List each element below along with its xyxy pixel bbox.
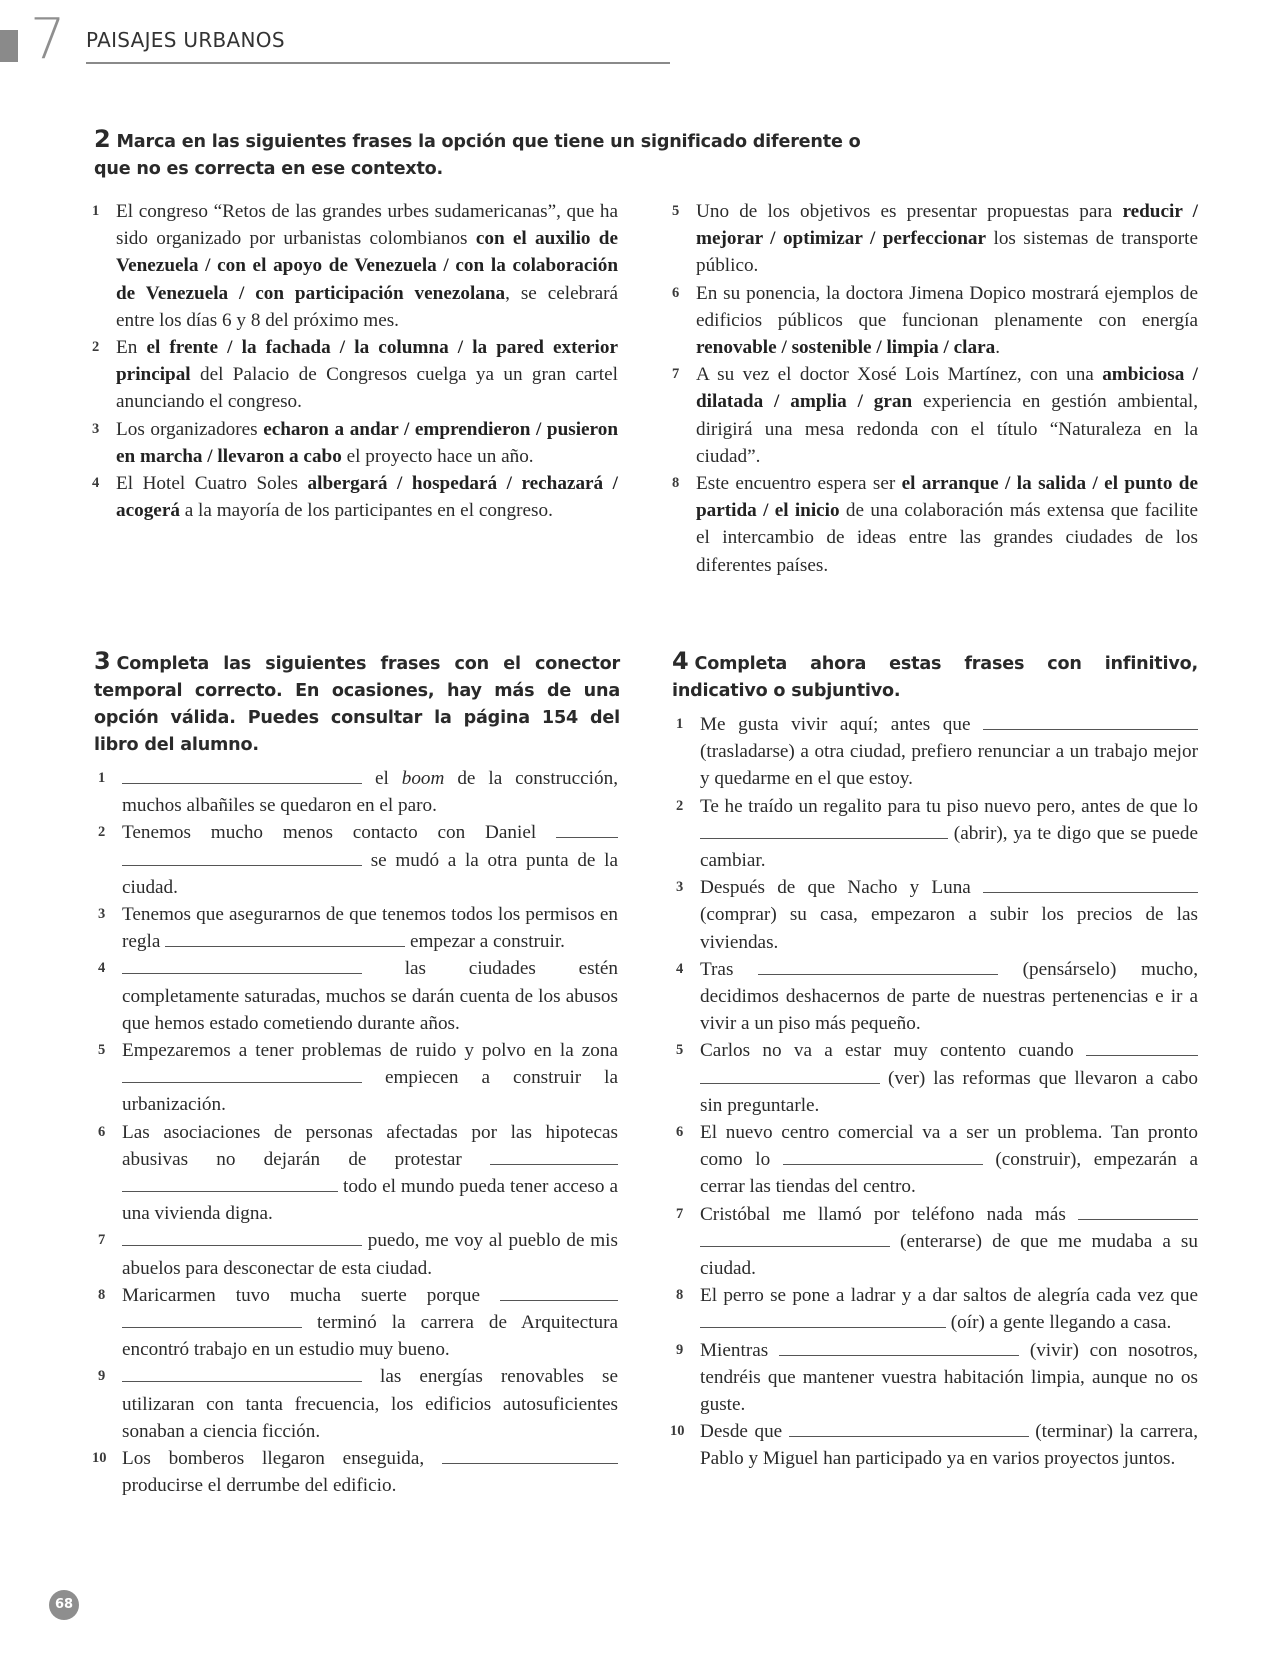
item-text: Tras xyxy=(700,958,759,980)
exercise-item xyxy=(92,416,618,470)
item-text: (vivir) con nosotros, tendréis que mantener vuestra habitación limpia, aunque no os guste. xyxy=(700,1339,1198,1416)
item-number: 7 xyxy=(672,366,680,383)
answer-blank[interactable] xyxy=(122,1227,362,1246)
answer-blank[interactable] xyxy=(122,1363,362,1382)
answer-blank[interactable] xyxy=(500,1282,618,1301)
exercise-item xyxy=(672,361,1198,470)
item-text: El perro se pone a ladrar y a dar saltos de alegría cada vez que xyxy=(700,1285,1198,1307)
unit-title: PAISAJES URBANOS xyxy=(86,28,285,52)
item-number: 6 xyxy=(676,1124,684,1141)
answer-blank[interactable] xyxy=(758,956,998,975)
answer-blank[interactable] xyxy=(779,1337,1019,1356)
item-text: (pensárselo) mucho, decidimos deshacernos de parte de nuestras pertenencias e ir a vivir a un piso más pequeño. xyxy=(700,958,1198,1035)
exercise-item xyxy=(676,956,1198,1038)
unit-color-block xyxy=(0,30,18,62)
exercise-item xyxy=(98,1119,618,1228)
item-text: (oír) a gente llegando a casa. xyxy=(946,1312,1172,1334)
item-text: las ciudades estén completamente saturadas, muchos se darán cuenta de los abusos que hemos estado cometiendo durante años. xyxy=(122,958,618,1034)
item-text: Los bomberos llegaron enseguida, xyxy=(122,1448,442,1470)
item-option-text: el frente / la fachada / la columna / la pared exterior principal xyxy=(116,337,618,386)
item-number: 1 xyxy=(676,716,684,732)
exercise-item xyxy=(98,765,618,819)
item-option-text: echaron a andar / emprendieron / pusieron en marcha / llevaron a cabo xyxy=(116,418,618,467)
item-text: de la construcción, muchos albañiles se quedaron en el paro. xyxy=(122,768,618,817)
page-number: 68 xyxy=(49,1590,79,1620)
exercise-item xyxy=(92,334,618,416)
item-text: de una colaboración más extensa que facilite el intercambio de ideas entre las grandes ciudades de los diferentes países. xyxy=(696,500,1198,576)
item-text: Mientras xyxy=(700,1339,780,1361)
item-text: Este encuentro espera ser xyxy=(696,473,902,495)
item-number: 10 xyxy=(92,1450,107,1467)
item-option-text: ambiciosa / dilatada / amplia / gran xyxy=(696,364,1198,413)
answer-blank[interactable] xyxy=(122,1309,302,1328)
item-number: 10 xyxy=(670,1423,685,1440)
item-number: 5 xyxy=(676,1042,684,1059)
exercise-item xyxy=(92,198,618,334)
item-number: 2 xyxy=(98,824,106,841)
exercise-item xyxy=(676,1282,1198,1336)
item-number: 5 xyxy=(98,1042,106,1059)
item-text: , se celebrará entre los días 6 y 8 del próximo mes. xyxy=(116,282,618,331)
answer-blank[interactable] xyxy=(490,1146,618,1165)
exercise-item xyxy=(676,793,1198,875)
item-number: 9 xyxy=(676,1341,684,1358)
exercise-2-heading xyxy=(94,126,894,183)
exercise-item xyxy=(676,1119,1198,1201)
answer-blank[interactable] xyxy=(1086,1037,1198,1056)
item-number: 3 xyxy=(676,879,684,896)
item-number: 3 xyxy=(92,420,100,437)
item-number: 8 xyxy=(676,1287,684,1304)
item-text: empiecen a construir la urbanización. xyxy=(122,1067,618,1116)
exercise-item xyxy=(98,955,618,1037)
item-number: 5 xyxy=(672,203,680,219)
item-number: 3 xyxy=(98,906,106,923)
item-text: del Palacio de Congresos cuelga ya un gran cartel anunciando el congreso. xyxy=(116,364,618,413)
item-number: 7 xyxy=(98,1232,106,1249)
exercise-item xyxy=(98,819,618,901)
exercise-item xyxy=(672,280,1198,362)
exercise-item xyxy=(98,1037,618,1119)
exercise-3-heading xyxy=(94,648,620,759)
answer-blank[interactable] xyxy=(442,1445,618,1464)
item-number: 6 xyxy=(672,284,680,301)
item-text: Empezaremos a tener problemas de ruido y polvo en la zona xyxy=(122,1040,618,1062)
exercise-item xyxy=(98,901,618,955)
item-number: 1 xyxy=(92,203,100,219)
answer-blank[interactable] xyxy=(700,820,948,839)
item-number: 4 xyxy=(92,475,100,492)
exercise-2-number: 2 xyxy=(94,125,111,153)
answer-blank[interactable] xyxy=(983,711,1198,730)
exercise-3-list xyxy=(92,765,618,1499)
item-option-text: albergará / hospedará / rechazará / acogerá xyxy=(116,473,618,522)
item-option-text: renovable / sostenible / limpia / clara xyxy=(696,337,996,359)
item-text: El Hotel Cuatro Soles xyxy=(116,473,308,495)
item-number: 7 xyxy=(676,1205,684,1222)
exercise-4-list xyxy=(670,711,1198,1473)
exercise-item xyxy=(676,1337,1198,1419)
item-text: Uno de los objetivos es presentar propuestas para xyxy=(696,201,1123,222)
item-number: 2 xyxy=(676,797,684,814)
item-text: empezar a construir. xyxy=(405,931,565,953)
unit-number: 7 xyxy=(30,7,66,72)
item-text: boom xyxy=(401,768,445,789)
answer-blank[interactable] xyxy=(789,1418,1029,1437)
answer-blank[interactable] xyxy=(700,1065,880,1084)
item-text: el proyecto hace un año. xyxy=(341,445,534,467)
answer-blank[interactable] xyxy=(122,1173,338,1192)
exercise-item xyxy=(98,1363,618,1445)
exercise-item xyxy=(92,470,618,524)
item-number: 6 xyxy=(98,1123,106,1140)
item-text: Maricarmen tuvo mucha suerte porque xyxy=(122,1284,500,1306)
item-text: Los organizadores xyxy=(116,418,264,440)
answer-blank[interactable] xyxy=(122,765,362,784)
item-text: (enterarse) de que me mudaba a su ciudad. xyxy=(700,1230,1198,1280)
item-text: puedo, me voy al pueblo de mis abuelos para desconectar de esta ciudad. xyxy=(122,1230,618,1279)
exercise-item xyxy=(672,470,1198,579)
item-text: (trasladarse) a otra ciudad, prefiero renunciar a un trabajo mejor y quedarme en el que estoy. xyxy=(700,741,1198,790)
exercise-4-number: 4 xyxy=(672,647,689,675)
answer-blank[interactable] xyxy=(122,955,362,974)
item-option-text: con el auxilio de Venezuela / con el apoyo de Venezuela / con la colaboración de Venezuela / con participación venezolana xyxy=(116,228,618,304)
item-text: En xyxy=(116,337,147,359)
item-text: Las asociaciones de personas afectadas por las hipotecas abusivas no dejarán de protestar xyxy=(122,1121,618,1170)
exercise-item xyxy=(92,1445,618,1499)
exercise-4-instruction: Completa ahora estas frases con infinitivo, indicativo o subjuntivo. xyxy=(672,654,1198,701)
exercise-3-instruction: Completa las siguientes frases con el conector temporal correcto. En ocasiones, hay más de una opción válida. Puedes consultar la página 154 del libro del alumno. xyxy=(94,654,620,755)
item-number: 4 xyxy=(676,960,684,977)
answer-blank[interactable] xyxy=(165,928,405,947)
answer-blank[interactable] xyxy=(983,874,1198,893)
item-text: producirse el derrumbe del edificio. xyxy=(122,1475,397,1497)
item-text: Tenemos mucho menos contacto con Daniel xyxy=(122,822,556,844)
item-text: Después de que Nacho y Luna xyxy=(700,877,983,899)
exercise-4-heading xyxy=(672,648,1198,705)
item-text: El nuevo centro comercial va a ser un problema. Tan pronto como lo xyxy=(700,1122,1198,1171)
exercise-item xyxy=(670,1418,1198,1472)
exercise-item xyxy=(98,1282,618,1364)
item-text: Tenemos que asegurarnos de que tenemos todos los permisos en regla xyxy=(122,904,618,953)
exercise-item xyxy=(676,1201,1198,1283)
exercise-2-instruction: Marca en las siguientes frases la opción que tiene un significado diferente o que no es correcta en ese contexto. xyxy=(94,132,861,179)
item-number: 2 xyxy=(92,339,100,356)
item-text: A su vez el doctor Xosé Lois Martínez, con una xyxy=(696,364,1103,386)
item-text: Desde que xyxy=(700,1421,789,1443)
exercise-item xyxy=(676,711,1198,793)
exercise-2-col-left xyxy=(92,198,618,524)
answer-blank[interactable] xyxy=(700,1228,890,1247)
item-text: las energías renovables se utilizaran con tanta frecuencia, los edificios autosuficientes sonaban a ciencia ficción. xyxy=(122,1366,618,1442)
item-text: (comprar) su casa, empezaron a subir los precios de las viviendas. xyxy=(700,904,1198,953)
item-text: (abrir), ya te digo que se puede cambiar. xyxy=(700,822,1198,872)
answer-blank[interactable] xyxy=(700,1309,946,1328)
item-text: (ver) las reformas que llevaron a cabo sin preguntarle. xyxy=(700,1067,1198,1116)
item-text: . xyxy=(995,337,1000,359)
item-text: a la mayoría de los participantes en el congreso. xyxy=(179,500,553,522)
item-option-text: el arranque / la salida / el punto de partida / el inicio xyxy=(696,473,1198,522)
item-text: Me gusta vivir aquí; antes que xyxy=(700,714,983,735)
item-text: se mudó a la otra punta de la ciudad. xyxy=(122,849,618,898)
answer-blank[interactable] xyxy=(122,847,362,866)
item-text: los sistemas de transporte público. xyxy=(696,228,1199,277)
item-text: Carlos no va a estar muy contento cuando xyxy=(700,1040,1086,1062)
item-number: 4 xyxy=(98,960,106,977)
item-option-text: reducir / mejorar / optimizar / perfeccionar xyxy=(696,201,1198,250)
answer-blank[interactable] xyxy=(1078,1201,1198,1220)
item-number: 8 xyxy=(672,475,680,492)
item-text: terminó la carrera de Arquitectura encontró trabajo en un estudio muy bueno. xyxy=(122,1312,618,1361)
item-text: el xyxy=(362,768,402,789)
answer-blank[interactable] xyxy=(122,1064,362,1083)
answer-blank[interactable] xyxy=(783,1146,983,1165)
header-divider xyxy=(86,62,670,64)
exercise-3-number: 3 xyxy=(94,647,111,675)
item-text: todo el mundo pueda tener acceso a una vivienda digna. xyxy=(122,1176,618,1225)
item-text: (construir), empezarán a cerrar las tiendas del centro. xyxy=(700,1149,1198,1198)
answer-blank[interactable] xyxy=(556,819,618,838)
exercise-item xyxy=(98,1227,618,1281)
item-text: experiencia en gestión ambiental, dirigirá una mesa redonda con el título “Naturaleza en la ciudad”. xyxy=(696,391,1198,467)
exercise-2-col-right xyxy=(672,198,1198,579)
item-number: 1 xyxy=(98,770,106,786)
item-text: Te he traído un regalito para tu piso nuevo pero, antes de que lo xyxy=(700,795,1198,817)
item-text: En su ponencia, la doctora Jimena Dopico mostrará ejemplos de edificios públicos que funcionan plenamente con energía xyxy=(696,282,1198,331)
item-number: 9 xyxy=(98,1368,106,1385)
exercise-item xyxy=(676,874,1198,956)
item-text: Cristóbal me llamó por teléfono nada más xyxy=(700,1203,1078,1225)
item-number: 8 xyxy=(98,1286,106,1303)
item-text: El congreso “Retos de las grandes urbes sudamericanas”, que ha sido organizado por urbanistas colombianos xyxy=(116,201,618,250)
exercise-item xyxy=(676,1037,1198,1119)
item-text: (terminar) la carrera, Pablo y Miguel han participado ya en varios proyectos juntos. xyxy=(700,1421,1198,1470)
exercise-item xyxy=(672,198,1198,280)
